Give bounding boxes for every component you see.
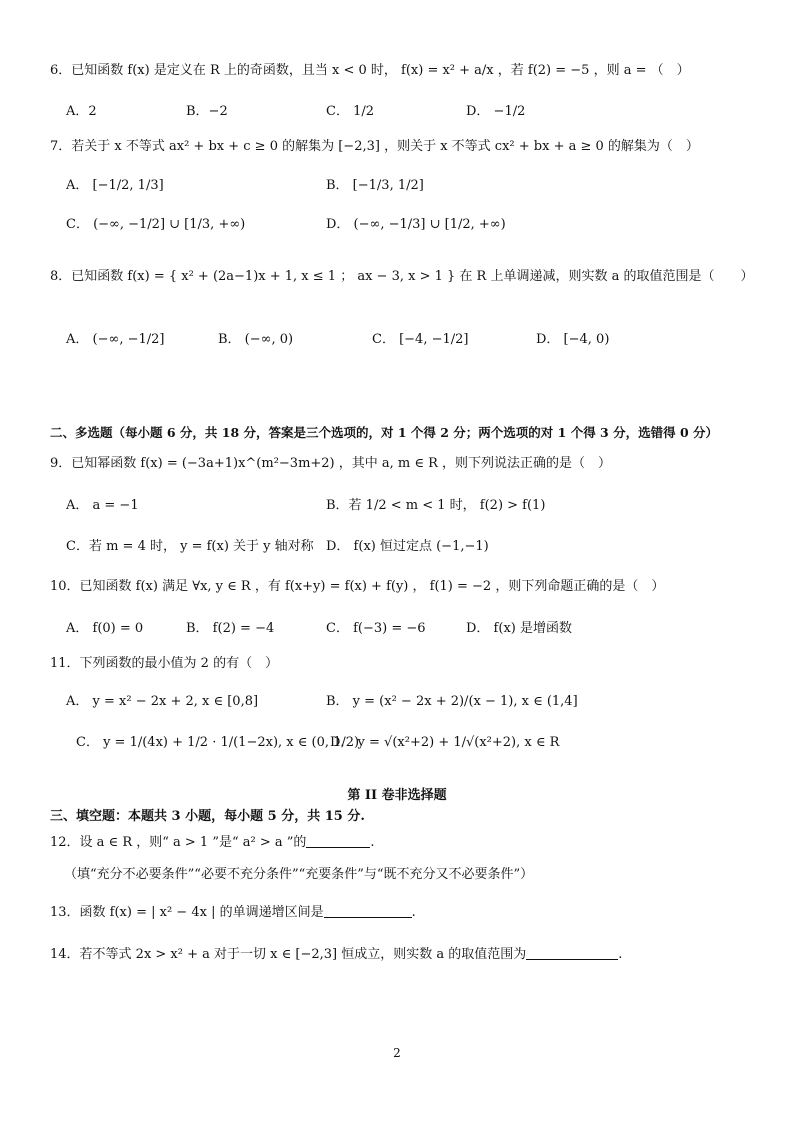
- q11-stem: 11．下列函数的最小值为 2 的有（ ）: [50, 656, 279, 671]
- q9-stem: 9．已知幂函数 f(x) = (−3a+1)x^(m²−3m+2) ，其中 a, m ∈ R ，则下列说法正确的是（ ）: [50, 456, 612, 471]
- q11-option-a: A． y = x² − 2x + 2, x ∈ [0,8]: [66, 694, 259, 709]
- q6-option-b: B．−2: [186, 104, 228, 119]
- q8-option-d: D． [−4, 0): [536, 332, 610, 347]
- q12-stem: 12．设 a ∈ R ，则“ a > 1 ”是“ a² > a ”的: [50, 835, 307, 850]
- q7-option-c: C． (−∞, −1/2] ∪ [1/3, +∞): [66, 217, 246, 232]
- q13-answer-blank[interactable]: [324, 903, 412, 918]
- q14-line: [50, 945, 622, 964]
- q14-answer-blank[interactable]: [526, 945, 618, 960]
- q8-option-c: C． [−4, −1/2]: [372, 332, 469, 347]
- q8-stem: 8．已知函数 f(x) = { x² + (2a−1)x + 1, x ≤ 1 ； ax − 3, x > 1 } 在 R 上单调递减，则实数 a 的取值范围是（ ）: [50, 269, 754, 284]
- q8-option-a: A． (−∞, −1/2]: [66, 332, 165, 347]
- q7-option-b: B． [−1/3, 1/2]: [326, 178, 424, 193]
- q6-stem: 6．已知函数 f(x) 是定义在 R 上的奇函数，且当 x < 0 时， f(x) = x² + a/x ，若 f(2) = −5 ，则 a = （ ）: [50, 63, 690, 78]
- q12-answer-blank[interactable]: [306, 833, 370, 848]
- q13-stem: 13．函数 f(x) = | x² − 4x | 的单调递增区间是: [50, 905, 324, 920]
- q6-option-d: D． −1/2: [466, 104, 526, 119]
- q7-stem: 7．若关于 x 不等式 ax² + bx + c ≥ 0 的解集为 [−2,3] ，则关于 x 不等式 cx² + bx + a ≥ 0 的解集为（ ）: [50, 139, 699, 154]
- q11-option-c: C． y = 1/(4x) + 1/2 · 1/(1−2x), x ∈ (0, 1/2): [76, 735, 360, 750]
- q6-option-c: C． 1/2: [326, 104, 375, 119]
- page-number: 2: [393, 1046, 401, 1060]
- q11-option-b: B． y = (x² − 2x + 2)/(x − 1), x ∈ (1,4]: [326, 694, 578, 709]
- q9-option-b: B．若 1/2 < m < 1 时， f(2) > f(1): [326, 498, 546, 513]
- q10-option-c: C． f(−3) = −6: [326, 621, 426, 636]
- q9-option-a: A． a = −1: [66, 498, 139, 513]
- q10-stem: 10．已知函数 f(x) 满足 ∀x, y ∈ R ，有 f(x+y) = f(x) + f(y) ， f(1) = −2 ，则下列命题正确的是（ ）: [50, 579, 665, 594]
- q6-option-a: A．2: [66, 104, 97, 119]
- part-2-heading: 第 II 卷非选择题: [347, 788, 447, 803]
- q9-option-d: D． f(x) 恒过定点 (−1,−1): [326, 539, 489, 554]
- q7-option-a: A． [−1/2, 1/3]: [66, 178, 164, 193]
- q14-stem: 14．若不等式 2x > x² + a 对于一切 x ∈ [−2,3] 恒成立，则实数 a 的取值范围为: [50, 947, 527, 962]
- q10-option-a: A． f(0) = 0: [66, 621, 144, 636]
- q10-option-d: D． f(x) 是增函数: [466, 621, 572, 636]
- q13-end: .: [411, 905, 416, 920]
- q11-option-d: D． y = √(x²+2) + 1/√(x²+2), x ∈ R: [330, 735, 560, 750]
- q10-option-b: B． f(2) = −4: [186, 621, 275, 636]
- section-3-heading: 三、填空题：本题共 3 小题，每小题 5 分，共 15 分.: [50, 809, 365, 824]
- q12-line: [50, 833, 375, 852]
- section-2-heading: 二、多选题（每小题 6 分，共 18 分，答案是三个选项的，对 1 个得 2 分；两个选项的对 1 个得 3 分，选错得 0 分）: [50, 425, 719, 440]
- q9-option-c: C．若 m = 4 时， y = f(x) 关于 y 轴对称: [66, 539, 314, 554]
- q7-option-d: D． (−∞, −1/3] ∪ [1/2, +∞): [326, 217, 506, 232]
- q14-end: .: [618, 947, 623, 962]
- q12-note: （填“充分不必要条件”“必要不充分条件”“充要条件”与“既不充分又不必要条件”）: [64, 867, 534, 882]
- q8-option-b: B． (−∞, 0): [218, 332, 294, 347]
- q12-end: .: [370, 835, 375, 850]
- q13-line: [50, 903, 416, 922]
